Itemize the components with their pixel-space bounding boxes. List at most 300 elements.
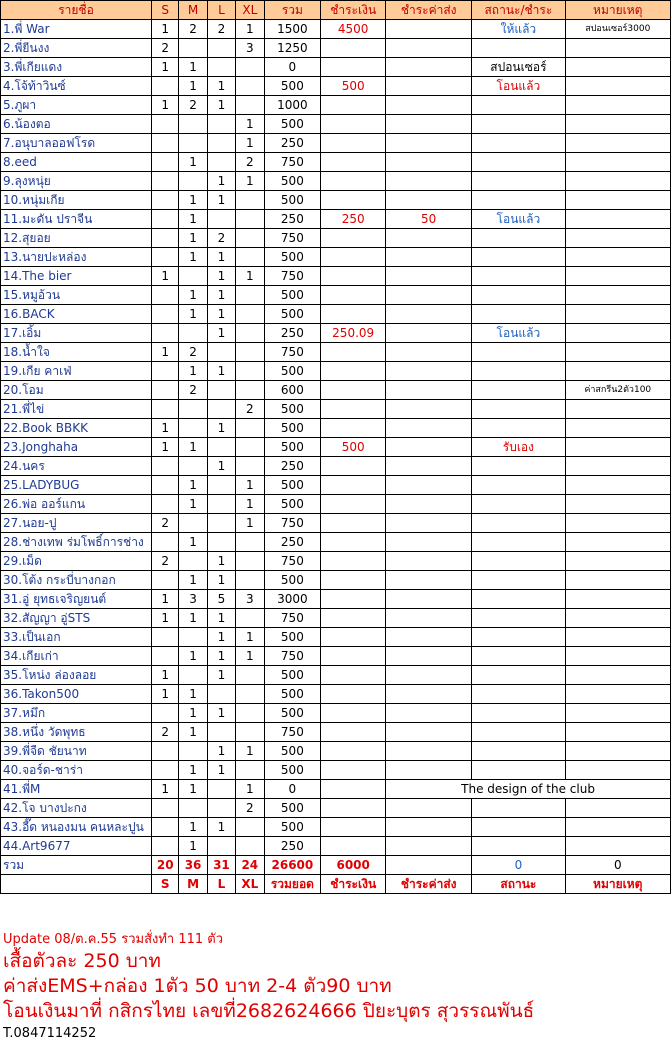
qty-m: 1 <box>179 533 207 552</box>
row-total: 500 <box>264 476 321 495</box>
member-name: 34.เกียเก่า <box>1 647 152 666</box>
qty-m: 1 <box>179 837 207 856</box>
paid-amount <box>321 571 386 590</box>
qty-l <box>207 58 235 77</box>
payment-status <box>472 191 565 210</box>
column-header: สถานะ/ชำระ <box>472 1 565 20</box>
member-name: 12.สุยอย <box>1 229 152 248</box>
row-total: 1250 <box>264 39 321 58</box>
paid-amount <box>321 628 386 647</box>
shipping-paid <box>386 58 472 77</box>
member-name: 31.อู่ ยุทธเจริญยนต์ <box>1 590 152 609</box>
row-total: 500 <box>264 495 321 514</box>
qty-xl <box>236 248 264 267</box>
row-total: 250 <box>264 457 321 476</box>
qty-s <box>152 647 179 666</box>
qty-l <box>207 115 235 134</box>
remark <box>565 723 670 742</box>
paid-amount <box>321 248 386 267</box>
qty-l: 1 <box>207 571 235 590</box>
remark <box>565 39 670 58</box>
remark <box>565 324 670 343</box>
remark <box>565 419 670 438</box>
qty-s: 1 <box>152 96 179 115</box>
paid-amount <box>321 590 386 609</box>
qty-s: 1 <box>152 609 179 628</box>
qty-m: 1 <box>179 647 207 666</box>
row-total: 750 <box>264 552 321 571</box>
table-row <box>1 457 671 476</box>
remark <box>565 514 670 533</box>
payment-status <box>472 96 565 115</box>
remark <box>565 96 670 115</box>
qty-s <box>152 191 179 210</box>
footer-label-paid: ชำระเงิน <box>321 875 386 894</box>
qty-s: 1 <box>152 267 179 286</box>
payment-status <box>472 457 565 476</box>
shipping-paid <box>386 552 472 571</box>
qty-l: 1 <box>207 286 235 305</box>
qty-s <box>152 533 179 552</box>
qty-m: 2 <box>179 96 207 115</box>
remark <box>565 685 670 704</box>
qty-s <box>152 400 179 419</box>
shipping-paid <box>386 457 472 476</box>
table-row <box>1 685 671 704</box>
table-row <box>1 780 671 799</box>
qty-xl <box>236 305 264 324</box>
remark <box>565 210 670 229</box>
paid-amount <box>321 343 386 362</box>
table-row <box>1 571 671 590</box>
qty-m <box>179 457 207 476</box>
qty-s <box>152 229 179 248</box>
remark <box>565 115 670 134</box>
remark <box>565 58 670 77</box>
column-header: L <box>207 1 235 20</box>
qty-l: 1 <box>207 818 235 837</box>
table-row <box>1 495 671 514</box>
qty-l <box>207 381 235 400</box>
total-sum: 26600 <box>264 856 321 875</box>
qty-l: 1 <box>207 666 235 685</box>
paid-amount <box>321 609 386 628</box>
shipping-paid <box>386 229 472 248</box>
row-total: 750 <box>264 229 321 248</box>
remark <box>565 153 670 172</box>
paid-amount <box>321 457 386 476</box>
phone-text: T.0847114252 <box>3 1026 97 1041</box>
qty-m: 1 <box>179 153 207 172</box>
total-l: 31 <box>207 856 235 875</box>
qty-s: 1 <box>152 438 179 457</box>
qty-m <box>179 115 207 134</box>
paid-amount <box>321 837 386 856</box>
remark <box>565 761 670 780</box>
qty-xl: 1 <box>236 742 264 761</box>
table-row <box>1 419 671 438</box>
table-row <box>1 267 671 286</box>
qty-xl: 1 <box>236 495 264 514</box>
qty-s <box>152 115 179 134</box>
qty-s <box>152 704 179 723</box>
qty-l <box>207 134 235 153</box>
paid-amount <box>321 799 386 818</box>
qty-s <box>152 381 179 400</box>
table-row <box>1 134 671 153</box>
table-row <box>1 343 671 362</box>
paid-amount <box>321 58 386 77</box>
remark <box>565 229 670 248</box>
qty-l: 1 <box>207 419 235 438</box>
qty-xl <box>236 77 264 96</box>
row-total: 500 <box>264 305 321 324</box>
qty-xl: 1 <box>236 647 264 666</box>
member-name: 29.เม็ด <box>1 552 152 571</box>
row-total: 750 <box>264 647 321 666</box>
qty-l: 1 <box>207 172 235 191</box>
member-name: 19.เกีย คาเฟ่ <box>1 362 152 381</box>
payment-status <box>472 248 565 267</box>
row-total: 500 <box>264 761 321 780</box>
shipping-paid <box>386 514 472 533</box>
qty-m: 1 <box>179 305 207 324</box>
row-total: 500 <box>264 704 321 723</box>
shipping-paid <box>386 476 472 495</box>
payment-status <box>472 343 565 362</box>
shipping-paid <box>386 533 472 552</box>
shipping-paid <box>386 134 472 153</box>
row-total: 500 <box>264 685 321 704</box>
footer-empty <box>1 875 152 894</box>
row-total: 250 <box>264 210 321 229</box>
paid-amount <box>321 400 386 419</box>
qty-s: 2 <box>152 39 179 58</box>
shipping-paid <box>386 286 472 305</box>
row-total: 500 <box>264 438 321 457</box>
member-name: 36.Takon500 <box>1 685 152 704</box>
paid-amount <box>321 229 386 248</box>
paid-amount <box>321 134 386 153</box>
member-name: 38.หนึ่ง วัดพุทธ <box>1 723 152 742</box>
row-total: 500 <box>264 419 321 438</box>
shipping-paid <box>386 400 472 419</box>
row-total: 500 <box>264 799 321 818</box>
qty-s: 1 <box>152 20 179 39</box>
shipping-paid <box>386 799 472 818</box>
design-note: The design of the club <box>386 780 671 799</box>
shipping-paid <box>386 381 472 400</box>
qty-m: 1 <box>179 723 207 742</box>
paid-amount <box>321 666 386 685</box>
shipping-paid <box>386 628 472 647</box>
qty-m <box>179 666 207 685</box>
qty-l <box>207 438 235 457</box>
qty-xl: 1 <box>236 514 264 533</box>
payment-status <box>472 115 565 134</box>
qty-s <box>152 628 179 647</box>
qty-xl <box>236 362 264 381</box>
shipping-paid <box>386 77 472 96</box>
row-total: 250 <box>264 837 321 856</box>
remark <box>565 704 670 723</box>
member-name: 8.eed <box>1 153 152 172</box>
row-total: 750 <box>264 267 321 286</box>
shipping-paid <box>386 609 472 628</box>
member-name: 39.พี่จืด ชัยนาท <box>1 742 152 761</box>
payment-status <box>472 742 565 761</box>
paid-amount <box>321 761 386 780</box>
total-paid: 6000 <box>321 856 386 875</box>
qty-s <box>152 77 179 96</box>
remark <box>565 799 670 818</box>
member-name: 5.ภูผา <box>1 96 152 115</box>
member-name: 30.โต้ง กระบี่บางกอก <box>1 571 152 590</box>
qty-m: 1 <box>179 476 207 495</box>
remark: ค่าสกรีน2ตัว100 <box>565 381 670 400</box>
member-name: 28.ช่างเทพ ร่มโพธิ์การช่าง <box>1 533 152 552</box>
member-name: 44.Art9677 <box>1 837 152 856</box>
paid-amount <box>321 172 386 191</box>
shipping-paid <box>386 571 472 590</box>
table-row <box>1 191 671 210</box>
remark <box>565 400 670 419</box>
qty-m <box>179 742 207 761</box>
qty-l <box>207 723 235 742</box>
payment-status <box>472 419 565 438</box>
member-name: 22.Book BBKK <box>1 419 152 438</box>
qty-l: 1 <box>207 761 235 780</box>
column-header: XL <box>236 1 264 20</box>
paid-amount <box>321 115 386 134</box>
payment-status <box>472 609 565 628</box>
remark: สปอนเซอร์3000 <box>565 20 670 39</box>
payment-status <box>472 647 565 666</box>
qty-m: 1 <box>179 229 207 248</box>
qty-s: 2 <box>152 514 179 533</box>
member-name: 13.นายปะหล่อง <box>1 248 152 267</box>
row-total: 1000 <box>264 96 321 115</box>
remark <box>565 476 670 495</box>
member-name: 41.พี่M <box>1 780 152 799</box>
transfer-text: โอนเงินมาที่ กสิกรไทย เลขที่2682624666 ปิยะบุตร สุวรรณพันธ์ <box>3 1000 535 1022</box>
qty-l: 1 <box>207 324 235 343</box>
paid-amount: 250.09 <box>321 324 386 343</box>
payment-status <box>472 495 565 514</box>
paid-amount <box>321 533 386 552</box>
paid-amount <box>321 96 386 115</box>
shipping-paid <box>386 837 472 856</box>
table-row <box>1 647 671 666</box>
shipping-paid <box>386 172 472 191</box>
qty-s <box>152 248 179 267</box>
qty-m: 3 <box>179 590 207 609</box>
column-header: รายชื่อ <box>1 1 152 20</box>
qty-xl <box>236 666 264 685</box>
shipping-paid <box>386 362 472 381</box>
qty-m <box>179 39 207 58</box>
column-header: รวม <box>264 1 321 20</box>
table-row <box>1 172 671 191</box>
payment-status: โอนแล้ว <box>472 324 565 343</box>
qty-s <box>152 324 179 343</box>
qty-s <box>152 305 179 324</box>
table-row <box>1 742 671 761</box>
payment-status <box>472 685 565 704</box>
remark <box>565 666 670 685</box>
remark <box>565 495 670 514</box>
payment-status <box>472 628 565 647</box>
qty-xl <box>236 818 264 837</box>
row-total: 500 <box>264 628 321 647</box>
payment-status <box>472 362 565 381</box>
remark <box>565 248 670 267</box>
totals-label: รวม <box>1 856 152 875</box>
qty-xl <box>236 571 264 590</box>
row-total: 3000 <box>264 590 321 609</box>
member-name: 42.โจ บางปะกง <box>1 799 152 818</box>
remark <box>565 134 670 153</box>
member-name: 40.จอร์ด-ชาร่า <box>1 761 152 780</box>
table-row <box>1 628 671 647</box>
paid-amount <box>321 742 386 761</box>
shipping-paid <box>386 590 472 609</box>
payment-status <box>472 267 565 286</box>
row-total: 250 <box>264 324 321 343</box>
qty-s <box>152 761 179 780</box>
shipping-paid <box>386 742 472 761</box>
member-name: 11.มะดัน ปราจีน <box>1 210 152 229</box>
shipping-paid <box>386 324 472 343</box>
qty-l: 2 <box>207 229 235 248</box>
qty-l: 1 <box>207 647 235 666</box>
row-total: 0 <box>264 58 321 77</box>
payment-status <box>472 533 565 552</box>
qty-xl: 1 <box>236 134 264 153</box>
table-row <box>1 704 671 723</box>
update-text: Update 08/ต.ค.55 รวมสั่งทำ 111 ตัว <box>3 932 224 947</box>
shipping-paid <box>386 96 472 115</box>
qty-l <box>207 495 235 514</box>
remark <box>565 742 670 761</box>
qty-s: 2 <box>152 723 179 742</box>
shipping-paid <box>386 419 472 438</box>
qty-xl: 2 <box>236 400 264 419</box>
member-name: 24.นคร <box>1 457 152 476</box>
qty-l: 1 <box>207 191 235 210</box>
payment-status: รับเอง <box>472 438 565 457</box>
table-row <box>1 20 671 39</box>
payment-status <box>472 305 565 324</box>
member-name: 10.หนุ่มเกีย <box>1 191 152 210</box>
paid-amount <box>321 723 386 742</box>
table-row <box>1 39 671 58</box>
member-name: 18.น้ำใจ <box>1 343 152 362</box>
member-name: 32.สัญญา อู่STS <box>1 609 152 628</box>
row-total: 500 <box>264 77 321 96</box>
remark <box>565 172 670 191</box>
paid-amount: 500 <box>321 77 386 96</box>
qty-xl <box>236 552 264 571</box>
row-total: 750 <box>264 514 321 533</box>
member-name: 33.เป็นเอก <box>1 628 152 647</box>
qty-s <box>152 837 179 856</box>
row-total: 750 <box>264 723 321 742</box>
payment-status <box>472 400 565 419</box>
paid-amount: 250 <box>321 210 386 229</box>
order-rows <box>1 20 671 856</box>
row-total: 750 <box>264 153 321 172</box>
remark <box>565 590 670 609</box>
table-row <box>1 609 671 628</box>
paid-amount <box>321 39 386 58</box>
paid-amount <box>321 153 386 172</box>
qty-m <box>179 628 207 647</box>
table-row <box>1 818 671 837</box>
total-ship <box>386 856 472 875</box>
footer-label-l: L <box>207 875 235 894</box>
footer-label-s: S <box>152 875 179 894</box>
qty-m: 1 <box>179 286 207 305</box>
qty-s <box>152 153 179 172</box>
qty-m <box>179 324 207 343</box>
shipping-paid <box>386 20 472 39</box>
member-name: 16.BACK <box>1 305 152 324</box>
qty-s: 1 <box>152 685 179 704</box>
column-header: หมายเหตุ <box>565 1 670 20</box>
paid-amount <box>321 362 386 381</box>
qty-l <box>207 533 235 552</box>
paid-amount <box>321 191 386 210</box>
qty-s <box>152 742 179 761</box>
member-name: 27.นอย-ปู <box>1 514 152 533</box>
qty-l: 5 <box>207 590 235 609</box>
qty-m: 2 <box>179 20 207 39</box>
info-block <box>3 930 671 1043</box>
shipping-paid <box>386 704 472 723</box>
footer-labels-row <box>1 875 671 894</box>
qty-m: 1 <box>179 77 207 96</box>
qty-xl <box>236 229 264 248</box>
payment-status <box>472 229 565 248</box>
shipping-paid <box>386 39 472 58</box>
qty-xl: 1 <box>236 476 264 495</box>
shipping-paid <box>386 761 472 780</box>
qty-xl <box>236 324 264 343</box>
footer-label-xl: XL <box>236 875 264 894</box>
qty-m: 1 <box>179 362 207 381</box>
qty-s <box>152 286 179 305</box>
qty-m <box>179 799 207 818</box>
row-total: 500 <box>264 191 321 210</box>
qty-l: 1 <box>207 552 235 571</box>
qty-xl <box>236 609 264 628</box>
qty-l <box>207 476 235 495</box>
footer-label-note: หมายเหตุ <box>565 875 670 894</box>
qty-m: 1 <box>179 248 207 267</box>
payment-status <box>472 552 565 571</box>
paid-amount <box>321 286 386 305</box>
remark <box>565 77 670 96</box>
remark <box>565 343 670 362</box>
member-name: 6.น้องตอ <box>1 115 152 134</box>
qty-m: 1 <box>179 761 207 780</box>
member-name: 35.โหน่ง ล่องลอย <box>1 666 152 685</box>
totals-row <box>1 856 671 875</box>
remark <box>565 457 670 476</box>
qty-xl: 1 <box>236 267 264 286</box>
qty-m: 1 <box>179 58 207 77</box>
